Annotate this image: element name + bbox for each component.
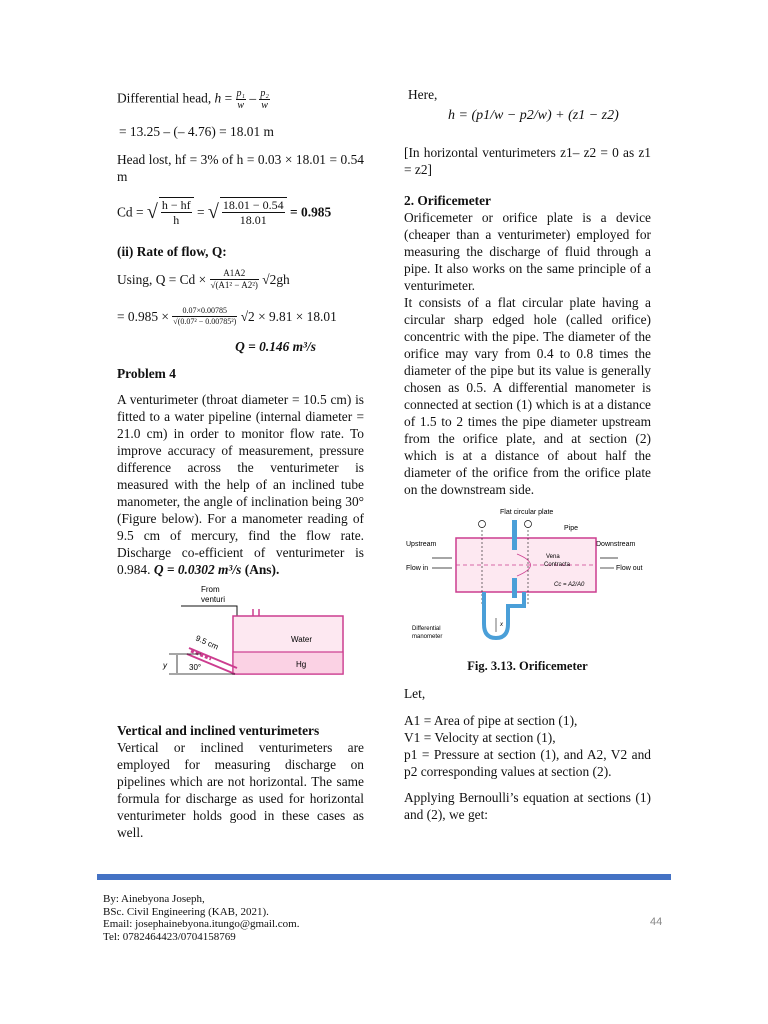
fig-flat-plate-label: Flat circular plate [500, 509, 554, 516]
problem-body: A venturimeter (throat diameter = 10.5 cm) is fitted to a water pipeline (internal diameter = 21.0 cm) in order to monitor flow rate. To improve accuracy of measurement, pressure difference across the venturimeter is measured with the help of an inclined tube manometer, the angle of inclination being 30° (Figure below). For a manometer reading of 9.5 cm of mercury, find the flow rate. Discharge co-efficient of venturimeter is 0.984. [117, 392, 364, 577]
footer-degree: BSc. Civil Engineering (KAB, 2021). [103, 905, 269, 918]
orificemeter-figure [404, 506, 651, 656]
problem-text [117, 391, 364, 578]
calc-frac-den: √(0.07² − 0.00785²) [173, 317, 237, 326]
fig-diff-mano-label: Differential [412, 626, 441, 632]
inclined-manometer-figure [161, 582, 361, 692]
here-label: Here, [408, 87, 438, 102]
def-a1: A1 = Area of pipe at section (1), [404, 713, 578, 728]
fig-flow-in-label: Flow in [406, 565, 429, 572]
using-formula [117, 268, 364, 302]
fig-pipe-label: Pipe [564, 525, 579, 532]
fig-flow-out-label: Flow out [616, 565, 643, 572]
fig-contracta-label: Contracta [544, 562, 571, 568]
cd-num-val: 18.01 − 0.54 [222, 198, 284, 212]
footer-author: By: Ainebyona Joseph, [103, 893, 205, 905]
vertical-inclined-text: Vertical or inclined venturimeters are employed for measuring discharge on pipelines which are not horizontal. The same formula for discharge as used for horizontal venturimeter holds good in these cases as well. [117, 740, 364, 840]
figure-caption: Fig. 3.13. Orificemeter [467, 659, 588, 673]
bernoulli-text: Applying Bernoulli’s equation at sections (1) and (2), we get: [404, 790, 651, 822]
fig-manometer-label: manometer [412, 634, 443, 640]
using-frac-den: √(A1² − A2²) [210, 280, 258, 290]
cd-result: = 0.985 [290, 204, 332, 220]
problem-heading: Problem 4 [117, 366, 176, 381]
horizontal-note: [In horizontal venturimeters z1– z2 = 0 as z1 = z2] [404, 145, 651, 177]
calc-prefix: = 0.985 × [117, 309, 169, 324]
q-result: Q = 0.146 m³/s [235, 339, 316, 354]
calc-frac-num: 0.07×0.00785 [172, 306, 237, 317]
fig-cc-label: Cc = A2/A0 [554, 582, 585, 588]
fig-y-label: y [163, 661, 167, 670]
page-number: 44 [650, 916, 663, 928]
fig-water-label: Water [291, 635, 313, 644]
diff-head-calc: = 13.25 – (– 4.76) = 18.01 m [119, 124, 274, 139]
using-label: Using, Q = Cd × [117, 272, 207, 287]
problem-ans-tag: (Ans). [244, 562, 280, 577]
fig-venturi-label: venturi [201, 595, 226, 604]
orifice-heading: 2. Orificemeter [404, 193, 491, 208]
fig-vena-label: Vena [546, 554, 560, 560]
left-column [117, 86, 364, 841]
fig-hg-label: Hg [296, 660, 307, 669]
fig-downstream-label: Downstream [596, 541, 636, 548]
flow-calc [117, 306, 364, 336]
orifice-paragraph-1: Orificemeter or orifice plate is a device (cheaper than a venturimeter) employed for measuring the discharge of fluid through a pipe. It also works on the same principle of a venturimeter. [404, 210, 651, 293]
cd-den-val: 18.01 [239, 213, 267, 227]
rate-heading: (ii) Rate of flow, Q: [117, 244, 227, 259]
fig-from-label: From [201, 585, 220, 594]
head-loss: Head lost, hf = 3% of h = 0.03 × 18.01 = 0.54 m [117, 152, 364, 184]
h-equation: h = (p1/w − p2/w) + (z1 − z2) [448, 108, 619, 123]
cd-num-sym: h − hf [161, 198, 191, 212]
let-label: Let, [404, 686, 426, 701]
fig-angle-label: 30° [189, 663, 202, 672]
footer-phone: Tel: 0782464423/0704158769 [103, 930, 236, 943]
using-tail: √2gh [262, 272, 290, 287]
cd-formula: Cd = √ $\frac{h - hf}{h}$ = √ $\frac{18.01 - 0.54}{18.01}$ = 0.985 [117, 198, 332, 227]
right-column [404, 86, 651, 823]
def-p1: p1 = Pressure at section (1), and A2, V2 and p2 corresponding values at section (2). [404, 747, 651, 779]
p1-over-w: $\frac{\text{p₁}}{w}$ [236, 88, 245, 111]
footer [103, 893, 299, 943]
footer-rule [97, 874, 671, 880]
orifice-paragraph-2: It consists of a flat circular plate having a circular sharp edged hole (called orifice) concentric with the pipe. The diameter of the orifice may vary from 0.4 to 0.8 times the diameter of the pipe but its value is generally chosen as 0.5. A differential manometer is connected at section (1) which is at a distance of 1.5 to 2 times the pipe diameter upstream from the orifice plate, and at section (2) which is at a distance of about half the diameter of the orifice from the orifice plate on the downstream side. [404, 295, 651, 497]
p2-over-w: $\frac{\text{p₂}}{w}$ [260, 88, 269, 111]
fig-x-label: x [500, 622, 503, 628]
differential-head-formula: Differential head, h = $\frac{\text{p₁}}{w}$ – $\frac{\text{p₂}}{w}$ [117, 88, 269, 111]
footer-email: Email: josephainebyona.itungo@gmail.com. [103, 918, 300, 930]
fig-upstream-label: Upstream [406, 541, 437, 548]
diff-head-label: Differential head, [117, 90, 212, 106]
fig-reading-label: 9.5 cm [194, 633, 220, 652]
cd-label: Cd = [117, 204, 144, 220]
cd-den-sym: h [173, 213, 180, 227]
using-frac-num: A1A2 [210, 268, 259, 280]
def-v1: V1 = Velocity at section (1), [404, 730, 556, 745]
problem-answer: Q = 0.0302 m³/s [153, 562, 242, 577]
calc-tail: √2 × 9.81 × 18.01 [240, 309, 337, 324]
vertical-inclined-heading: Vertical and inclined venturimeters [117, 723, 320, 738]
